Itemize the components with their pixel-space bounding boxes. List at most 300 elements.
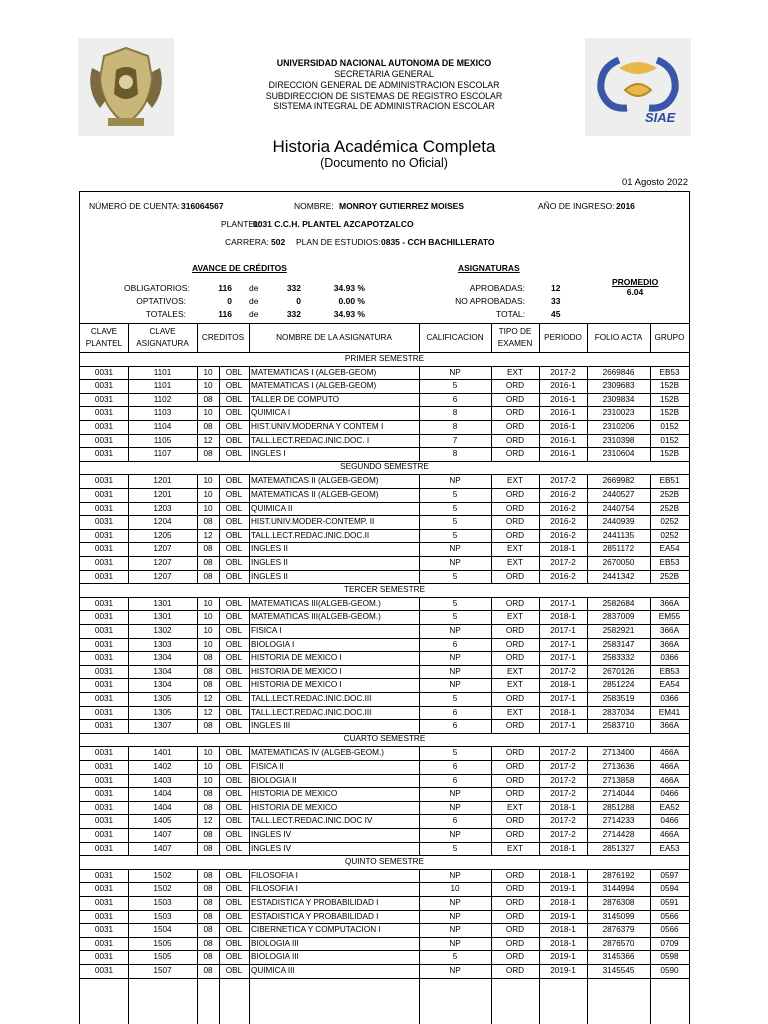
cell-caracter: OBL [225, 598, 243, 608]
row-divider [80, 651, 689, 652]
cell-tipo: ORD [505, 911, 525, 921]
cell-calificacion: NP [449, 626, 461, 635]
cell-creditos: 08 [203, 884, 213, 894]
cell-caracter: OBL [225, 612, 243, 622]
cell-nombre: HISTORIA DE MEXICO I [251, 680, 342, 690]
cell-periodo: 2017-1 [550, 626, 576, 635]
subjects-row-value: 45 [551, 309, 561, 319]
cell-periodo: 2019-1 [550, 952, 576, 962]
cell-grupo: 0152 [660, 422, 679, 431]
cell-grupo: 252B [659, 571, 680, 581]
subjects-row-value: 12 [551, 283, 561, 293]
row-divider [80, 597, 689, 598]
cell-calificacion: NP [449, 938, 461, 948]
cell-calificacion: 5 [452, 748, 458, 758]
cell-tipo: ORD [505, 626, 525, 635]
row-divider [80, 406, 689, 407]
cell-calificacion: NP [449, 802, 461, 812]
column-divider [128, 323, 129, 352]
cell-plantel: 0031 [94, 571, 114, 581]
row-divider [80, 719, 689, 720]
cell-tipo: ORD [505, 449, 525, 459]
column-divider [587, 978, 588, 1024]
credits-row-total: 332 [286, 309, 301, 319]
column-divider [197, 869, 198, 978]
row-divider [80, 515, 689, 516]
cell-folio: 2310206 [602, 422, 635, 431]
column-divider [539, 474, 540, 583]
cell-periodo: 2018-1 [550, 612, 576, 622]
cell-tipo: ORD [505, 530, 525, 540]
cell-nombre: MATEMATICAS II (ALGEB-GEOM) [251, 476, 379, 486]
cell-tipo: ORD [505, 775, 525, 785]
row-divider [80, 610, 689, 611]
cell-creditos: 10 [203, 381, 213, 391]
cell-plantel: 0031 [94, 966, 114, 975]
column-divider [249, 978, 250, 1024]
cell-calificacion: 8 [452, 408, 458, 418]
cell-caracter: OBL [225, 802, 243, 812]
cell-plantel: 0031 [94, 802, 114, 812]
cell-asignatura: 1307 [153, 721, 172, 731]
credits-de: de [249, 296, 259, 306]
column-divider [197, 597, 198, 733]
cell-plantel: 0031 [94, 680, 114, 690]
column-divider [219, 474, 220, 583]
cell-asignatura: 1405 [153, 816, 172, 826]
cell-folio: 3145545 [602, 966, 635, 975]
cell-grupo: 0594 [660, 884, 679, 894]
cell-periodo: 2017-2 [550, 775, 576, 785]
cell-tipo: ORD [505, 653, 525, 663]
cell-asignatura: 1207 [153, 544, 172, 554]
cell-calificacion: NP [449, 911, 461, 921]
credits-row-total: 332 [286, 283, 301, 293]
row-divider [80, 842, 689, 843]
row-divider [80, 937, 689, 938]
row-divider [80, 323, 689, 324]
col-header-nombre: NOMBRE DE LA ASIGNATURA [276, 333, 392, 342]
cell-tipo: ORD [505, 748, 525, 758]
credits-row-label: OBLIGATORIOS: [124, 283, 190, 293]
cell-grupo: EM41 [658, 707, 681, 717]
cell-creditos: 10 [203, 639, 213, 649]
column-divider [419, 323, 420, 352]
column-divider [539, 746, 540, 855]
cell-periodo: 2018-1 [550, 802, 576, 812]
cell-caracter: OBL [225, 816, 243, 826]
col-header-asignatura: CLAVE ASIGNATURA [136, 327, 189, 348]
average-value: 6.04 [626, 287, 644, 297]
row-divider [80, 366, 689, 367]
cell-caracter: OBL [225, 544, 243, 554]
cell-tipo: ORD [505, 925, 525, 935]
cell-grupo: EA54 [659, 544, 680, 554]
cell-folio: 2851327 [602, 843, 635, 853]
average-label: PROMEDIO [612, 277, 659, 287]
cell-tipo: EXT [507, 707, 523, 717]
row-divider [80, 950, 689, 951]
cell-folio: 2714044 [602, 789, 635, 799]
cell-caracter: OBL [225, 558, 243, 567]
cell-nombre: TALL.LECT.REDAC.INIC.DOC.II [251, 530, 370, 540]
cell-grupo: 252B [659, 503, 680, 513]
cell-folio: 2876192 [602, 870, 635, 880]
cell-tipo: ORD [505, 571, 525, 581]
cell-folio: 2440754 [602, 503, 635, 513]
cell-creditos: 08 [203, 666, 213, 676]
cell-asignatura: 1304 [153, 653, 172, 663]
plan-value: 0835 - CCH BACHILLERATO [381, 237, 495, 247]
cell-creditos: 08 [203, 517, 213, 527]
column-divider [249, 869, 250, 978]
row-divider [80, 828, 689, 829]
cell-grupo: 366A [659, 626, 680, 635]
cell-caracter: OBL [225, 476, 243, 486]
column-divider [197, 746, 198, 855]
cell-calificacion: 5 [452, 381, 458, 391]
cell-folio: 2670050 [602, 558, 635, 567]
cell-creditos: 08 [203, 938, 213, 948]
cell-folio: 2309683 [602, 381, 635, 391]
cell-nombre: HISTORIA DE MEXICO I [251, 666, 342, 676]
cell-periodo: 2017-1 [550, 639, 576, 649]
cell-plantel: 0031 [94, 911, 114, 921]
row-divider [80, 978, 689, 979]
row-divider [80, 910, 689, 911]
cell-plantel: 0031 [94, 707, 114, 717]
cell-caracter: OBL [225, 898, 243, 907]
cell-calificacion: 6 [452, 816, 458, 826]
cell-plantel: 0031 [94, 517, 114, 527]
cell-tipo: ORD [505, 830, 525, 839]
cell-caracter: OBL [225, 830, 243, 839]
cell-periodo: 2018-1 [550, 870, 576, 880]
cell-caracter: OBL [225, 707, 243, 717]
cell-calificacion: NP [449, 789, 461, 799]
cell-creditos: 08 [203, 680, 213, 690]
column-divider [128, 597, 129, 733]
cell-plantel: 0031 [94, 816, 114, 826]
cell-calificacion: 5 [452, 598, 458, 608]
cell-asignatura: 1303 [153, 639, 172, 649]
cell-asignatura: 1502 [153, 884, 172, 894]
cell-tipo: EXT [507, 476, 523, 486]
cell-caracter: OBL [225, 748, 243, 758]
cell-plantel: 0031 [94, 870, 114, 880]
column-divider [650, 474, 651, 583]
row-divider [80, 420, 689, 421]
col-header-folio: FOLIO ACTA [594, 333, 643, 342]
row-divider [80, 692, 689, 693]
cell-periodo: 2016-1 [550, 422, 576, 431]
cell-asignatura: 1103 [153, 408, 172, 418]
cell-asignatura: 1204 [153, 517, 172, 527]
cell-periodo: 2017-1 [550, 694, 576, 703]
cell-tipo: ORD [505, 490, 525, 499]
credits-title: AVANCE DE CRÉDITOS [192, 263, 287, 273]
credits-row-value: 116 [218, 283, 232, 293]
subjects-row-value: 33 [551, 296, 561, 306]
row-divider [80, 434, 689, 435]
cell-folio: 2440939 [602, 517, 635, 527]
cell-asignatura: 1404 [153, 789, 172, 799]
cell-caracter: OBL [225, 490, 243, 499]
cell-grupo: 466A [659, 775, 680, 785]
cell-plantel: 0031 [94, 408, 114, 418]
column-divider [491, 366, 492, 461]
cell-creditos: 10 [203, 775, 213, 785]
cell-plantel: 0031 [94, 558, 114, 567]
cell-folio: 2713858 [602, 775, 635, 785]
cell-plantel: 0031 [94, 952, 114, 962]
cell-plantel: 0031 [94, 666, 114, 676]
cell-asignatura: 1301 [153, 612, 172, 622]
cell-calificacion: 10 [450, 884, 460, 894]
cell-caracter: OBL [225, 394, 243, 404]
cell-folio: 2851288 [602, 802, 635, 812]
cell-periodo: 2016-1 [550, 394, 576, 404]
column-divider [128, 474, 129, 583]
row-divider [80, 787, 689, 788]
cell-calificacion: NP [449, 558, 461, 567]
row-divider [80, 542, 689, 543]
cell-folio: 2837009 [602, 612, 635, 622]
cell-plantel: 0031 [94, 694, 114, 703]
cell-asignatura: 1402 [153, 762, 172, 771]
cell-nombre: FISICA I [251, 626, 282, 635]
column-divider [491, 474, 492, 583]
column-divider [491, 869, 492, 978]
semester-title: SEGUNDO SEMESTRE [340, 462, 429, 472]
cell-tipo: ORD [505, 870, 525, 880]
cell-grupo: 0252 [660, 530, 679, 540]
cell-tipo: EXT [507, 666, 523, 676]
column-divider [197, 978, 198, 1024]
column-divider [539, 597, 540, 733]
cell-plantel: 0031 [94, 530, 114, 540]
cell-asignatura: 1302 [153, 626, 172, 635]
cell-folio: 3145366 [602, 952, 635, 962]
cell-creditos: 12 [203, 707, 213, 717]
cell-plantel: 0031 [94, 898, 114, 907]
row-divider [80, 746, 689, 747]
cell-periodo: 2017-1 [550, 721, 576, 731]
cell-calificacion: NP [449, 925, 461, 935]
cell-folio: 2583147 [602, 639, 635, 649]
column-divider [128, 978, 129, 1024]
row-divider [80, 488, 689, 489]
cell-asignatura: 1407 [153, 830, 172, 839]
cell-periodo: 2018-1 [550, 843, 576, 853]
cell-nombre: HISTORIA DE MEXICO [251, 802, 338, 812]
cell-asignatura: 1201 [153, 476, 172, 486]
cell-plantel: 0031 [94, 721, 114, 731]
cell-plantel: 0031 [94, 762, 114, 771]
cell-calificacion: 5 [452, 952, 458, 962]
cell-folio: 2583519 [602, 694, 635, 703]
cell-folio: 2714233 [602, 816, 635, 826]
row-divider [80, 760, 689, 761]
cell-creditos: 08 [203, 925, 213, 935]
cell-asignatura: 1102 [153, 394, 172, 404]
cell-caracter: OBL [225, 762, 243, 771]
cell-folio: 3144994 [602, 884, 635, 894]
cell-caracter: OBL [225, 884, 243, 894]
cell-caracter: OBL [225, 449, 243, 459]
credits-row-pct: 0.00 % [338, 296, 365, 306]
cell-caracter: OBL [225, 571, 243, 581]
cell-tipo: ORD [505, 422, 525, 431]
cell-asignatura: 1507 [153, 966, 172, 975]
cell-asignatura: 1305 [153, 694, 172, 703]
cell-caracter: OBL [225, 870, 243, 880]
cell-calificacion: 5 [452, 517, 458, 527]
cell-folio: 2876379 [602, 925, 635, 935]
column-divider [539, 978, 540, 1024]
cell-tipo: ORD [505, 884, 525, 894]
cell-nombre: TALL.LECT.REDAC.INIC.DOC.III [251, 707, 372, 717]
cell-tipo: ORD [505, 898, 525, 907]
cell-asignatura: 1305 [153, 707, 172, 717]
cell-folio: 2669846 [602, 367, 635, 377]
column-divider [419, 978, 420, 1024]
col-header-periodo: PERIODO [544, 333, 582, 342]
subjects-row-label: TOTAL: [496, 309, 525, 319]
cell-creditos: 08 [203, 571, 213, 581]
credits-row-label: TOTALES: [145, 309, 186, 319]
cell-creditos: 10 [203, 367, 213, 377]
row-divider [80, 869, 689, 870]
credits-row-pct: 34.93 % [333, 309, 365, 319]
cell-grupo: 466A [659, 748, 680, 758]
column-divider [650, 366, 651, 461]
cell-creditos: 08 [203, 653, 213, 663]
cell-asignatura: 1205 [153, 530, 172, 540]
row-divider [80, 665, 689, 666]
semester-title: CUARTO SEMESTRE [343, 734, 426, 744]
cell-creditos: 08 [203, 558, 213, 567]
cell-folio: 2440527 [602, 490, 635, 499]
header-line: SISTEMA INTEGRAL DE ADMINISTRACION ESCOLAR [273, 101, 495, 111]
cell-calificacion: NP [449, 666, 461, 676]
cell-creditos: 08 [203, 422, 213, 431]
cell-creditos: 08 [203, 870, 213, 880]
cell-folio: 2582921 [602, 626, 635, 635]
cell-periodo: 2017-2 [550, 748, 576, 758]
document-title: Historia Académica Completa [272, 137, 496, 156]
cell-periodo: 2016-1 [550, 381, 576, 391]
cell-periodo: 2019-1 [550, 966, 576, 975]
document-subtitle: (Documento no Oficial) [320, 156, 448, 170]
column-divider [249, 597, 250, 733]
student-name: MONROY GUTIERREZ MOISES [339, 201, 464, 211]
row-divider [80, 556, 689, 557]
column-divider [491, 323, 492, 352]
cell-grupo: EA54 [659, 680, 680, 690]
cell-folio: 2583710 [602, 721, 635, 731]
cell-grupo: EB53 [659, 367, 680, 377]
cell-plantel: 0031 [94, 503, 114, 513]
plantel-value: 0031 C.C.H. PLANTEL AZCAPOTZALCO [253, 219, 414, 229]
cell-periodo: 2019-1 [550, 911, 576, 921]
cell-grupo: 0709 [660, 938, 679, 948]
cell-caracter: OBL [225, 925, 243, 935]
cell-grupo: 0466 [660, 816, 679, 826]
column-divider [587, 366, 588, 461]
cell-asignatura: 1207 [153, 558, 172, 567]
cell-grupo: 0590 [660, 966, 679, 975]
cell-tipo: EXT [507, 544, 523, 554]
cell-nombre: INGLES III [251, 721, 291, 731]
cell-periodo: 2016-2 [550, 503, 576, 513]
cell-creditos: 10 [203, 476, 213, 486]
cell-tipo: ORD [505, 598, 525, 608]
cell-nombre: INGLES II [251, 558, 288, 567]
cell-tipo: ORD [505, 694, 525, 703]
cell-plantel: 0031 [94, 381, 114, 391]
cell-creditos: 12 [203, 816, 213, 826]
cell-nombre: FISICA II [251, 762, 284, 771]
cell-plantel: 0031 [94, 476, 114, 486]
credits-de: de [249, 309, 259, 319]
cell-periodo: 2017-1 [550, 653, 576, 663]
cell-grupo: 152B [659, 381, 680, 391]
cell-tipo: ORD [505, 952, 525, 962]
cell-asignatura: 1301 [153, 598, 172, 608]
cell-asignatura: 1504 [153, 925, 172, 935]
col-header-calificacion: CALIFICACION [426, 333, 484, 342]
column-divider [419, 746, 420, 855]
document-date: 01 Agosto 2022 [621, 177, 688, 188]
row-divider [80, 678, 689, 679]
column-divider [197, 474, 198, 583]
cell-grupo: 466A [659, 830, 680, 839]
cell-calificacion: NP [449, 830, 461, 839]
cell-periodo: 2016-2 [550, 571, 576, 581]
cell-nombre: QUIMICA III [251, 966, 295, 975]
cell-nombre: HIST.UNIV.MODERNA Y CONTEM I [251, 422, 384, 431]
column-divider [249, 474, 250, 583]
cell-tipo: ORD [505, 789, 525, 799]
cell-folio: 2441342 [602, 571, 635, 581]
cell-folio: 2713636 [602, 762, 635, 771]
credits-row-value: 116 [218, 309, 232, 319]
cell-plantel: 0031 [94, 544, 114, 554]
cell-nombre: FILOSOFIA I [251, 884, 298, 894]
column-divider [128, 869, 129, 978]
cell-caracter: OBL [225, 721, 243, 731]
column-divider [419, 474, 420, 583]
cell-folio: 2582684 [602, 598, 635, 608]
column-divider [650, 746, 651, 855]
cell-folio: 2713400 [602, 748, 635, 758]
cell-nombre: ESTADISTICA Y PROBABILIDAD I [251, 898, 379, 907]
cell-asignatura: 1505 [153, 938, 172, 948]
cell-creditos: 08 [203, 843, 213, 853]
subjects-title: ASIGNATURAS [458, 263, 520, 273]
cell-grupo: 252B [659, 490, 680, 499]
cell-nombre: QUIMICA I [251, 408, 291, 418]
cell-caracter: OBL [225, 367, 243, 377]
cell-calificacion: 5 [452, 843, 458, 853]
cell-calificacion: 7 [452, 435, 458, 445]
cell-asignatura: 1403 [153, 775, 172, 785]
cell-creditos: 10 [203, 748, 213, 758]
column-divider [219, 746, 220, 855]
cell-creditos: 10 [203, 612, 213, 622]
column-divider [587, 323, 588, 352]
